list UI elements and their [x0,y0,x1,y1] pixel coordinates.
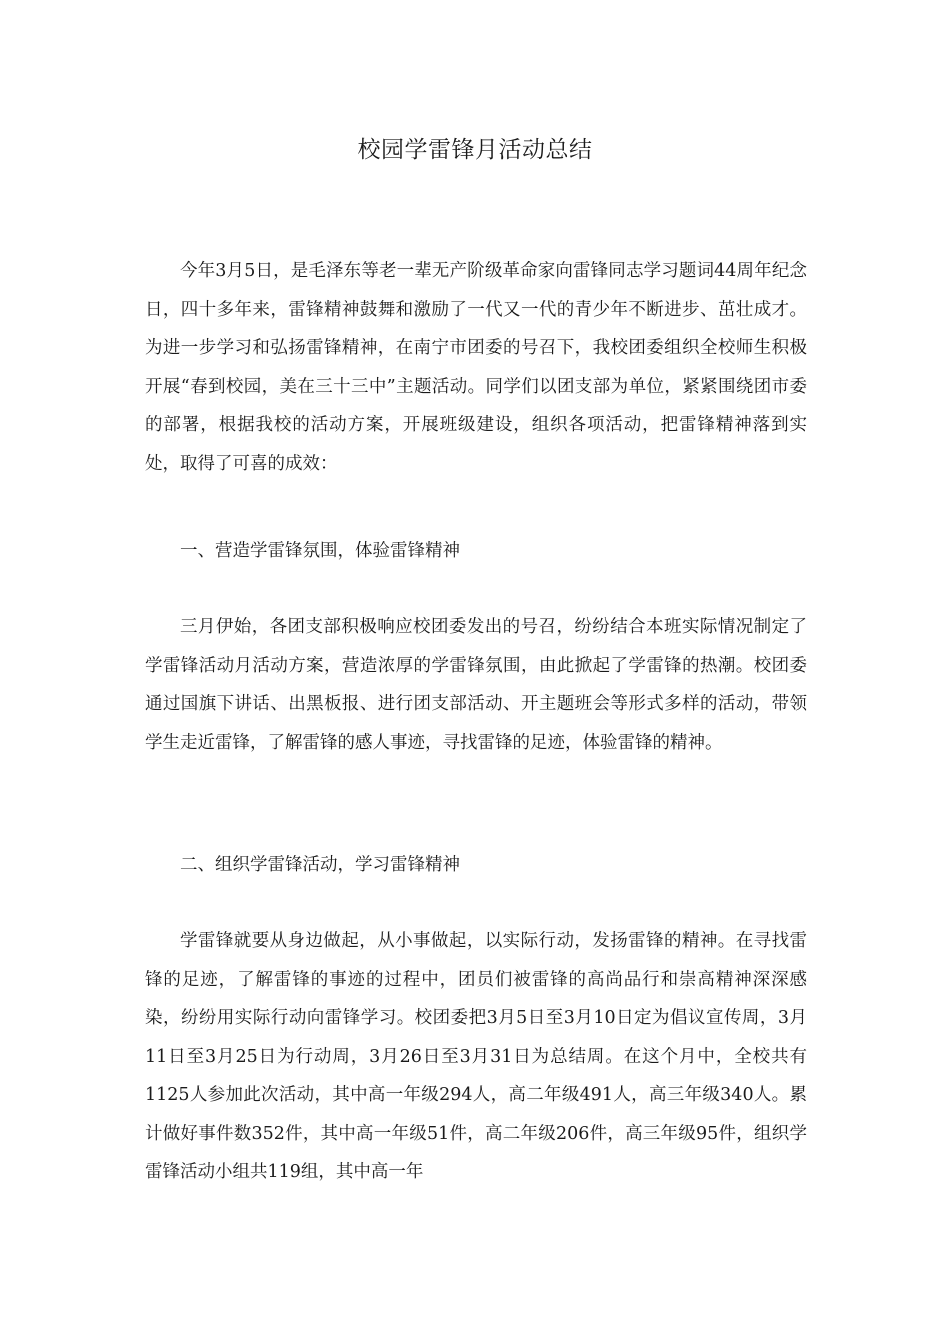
intro-paragraph: 今年3月5日，是毛泽东等老一辈无产阶级革命家向雷锋同志学习题词44周年纪念日，四十多年来，雷锋精神鼓舞和激励了一代又一代的青少年不断进步、茁壮成才。为进一步学习和弘扬雷锋精神，在南宁市团委的号召下，我校团委组织全校师生积极开展“春到校园，美在三十三中”主题活动。同学们以团支部为单位，紧紧围绕团市委的部署，根据我校的活动方案，开展班级建设，组织各项活动，把雷锋精神落到实处，取得了可喜的成效： [145,261,807,474]
section-2-paragraph: 学雷锋就要从身边做起，从小事做起，以实际行动，发扬雷锋的精神。在寻找雷锋的足迹，了解雷锋的事迹的过程中，团员们被雷锋的高尚品行和崇高精神深深感染，纷纷用实际行动向雷锋学习。校团委把3月5日至3月10日定为倡议宣传周，3月11日至3月25日为行动周，3月26日至3月31日为总结周。在这个月中，全校共有1125人参加此次活动，其中高一年级294人，高二年级491人，高三年级340人。累计做好事件数352件，其中高一年级51件，高二年级206件，高三年级95件，组织学雷锋活动小组共119组，其中高一年 [145,931,807,1182]
section-1-paragraph: 三月伊始，各团支部积极响应校团委发出的号召，纷纷结合本班实际情况制定了学雷锋活动月活动方案，营造浓厚的学雷锋氛围，由此掀起了学雷锋的热潮。校团委通过国旗下讲话、出黑板报、进行团支部活动、开主题班会等形式多样的活动，带领学生走近雷锋，了解雷锋的感人事迹，寻找雷锋的足迹，体验雷锋的精神。 [145,617,807,753]
document-title: 校园学雷锋月活动总结 [357,137,593,163]
section-heading-2: 二、组织学雷锋活动，学习雷锋精神 [180,855,460,875]
section-heading-1: 一、营造学雷锋氛围，体验雷锋精神 [180,541,460,561]
